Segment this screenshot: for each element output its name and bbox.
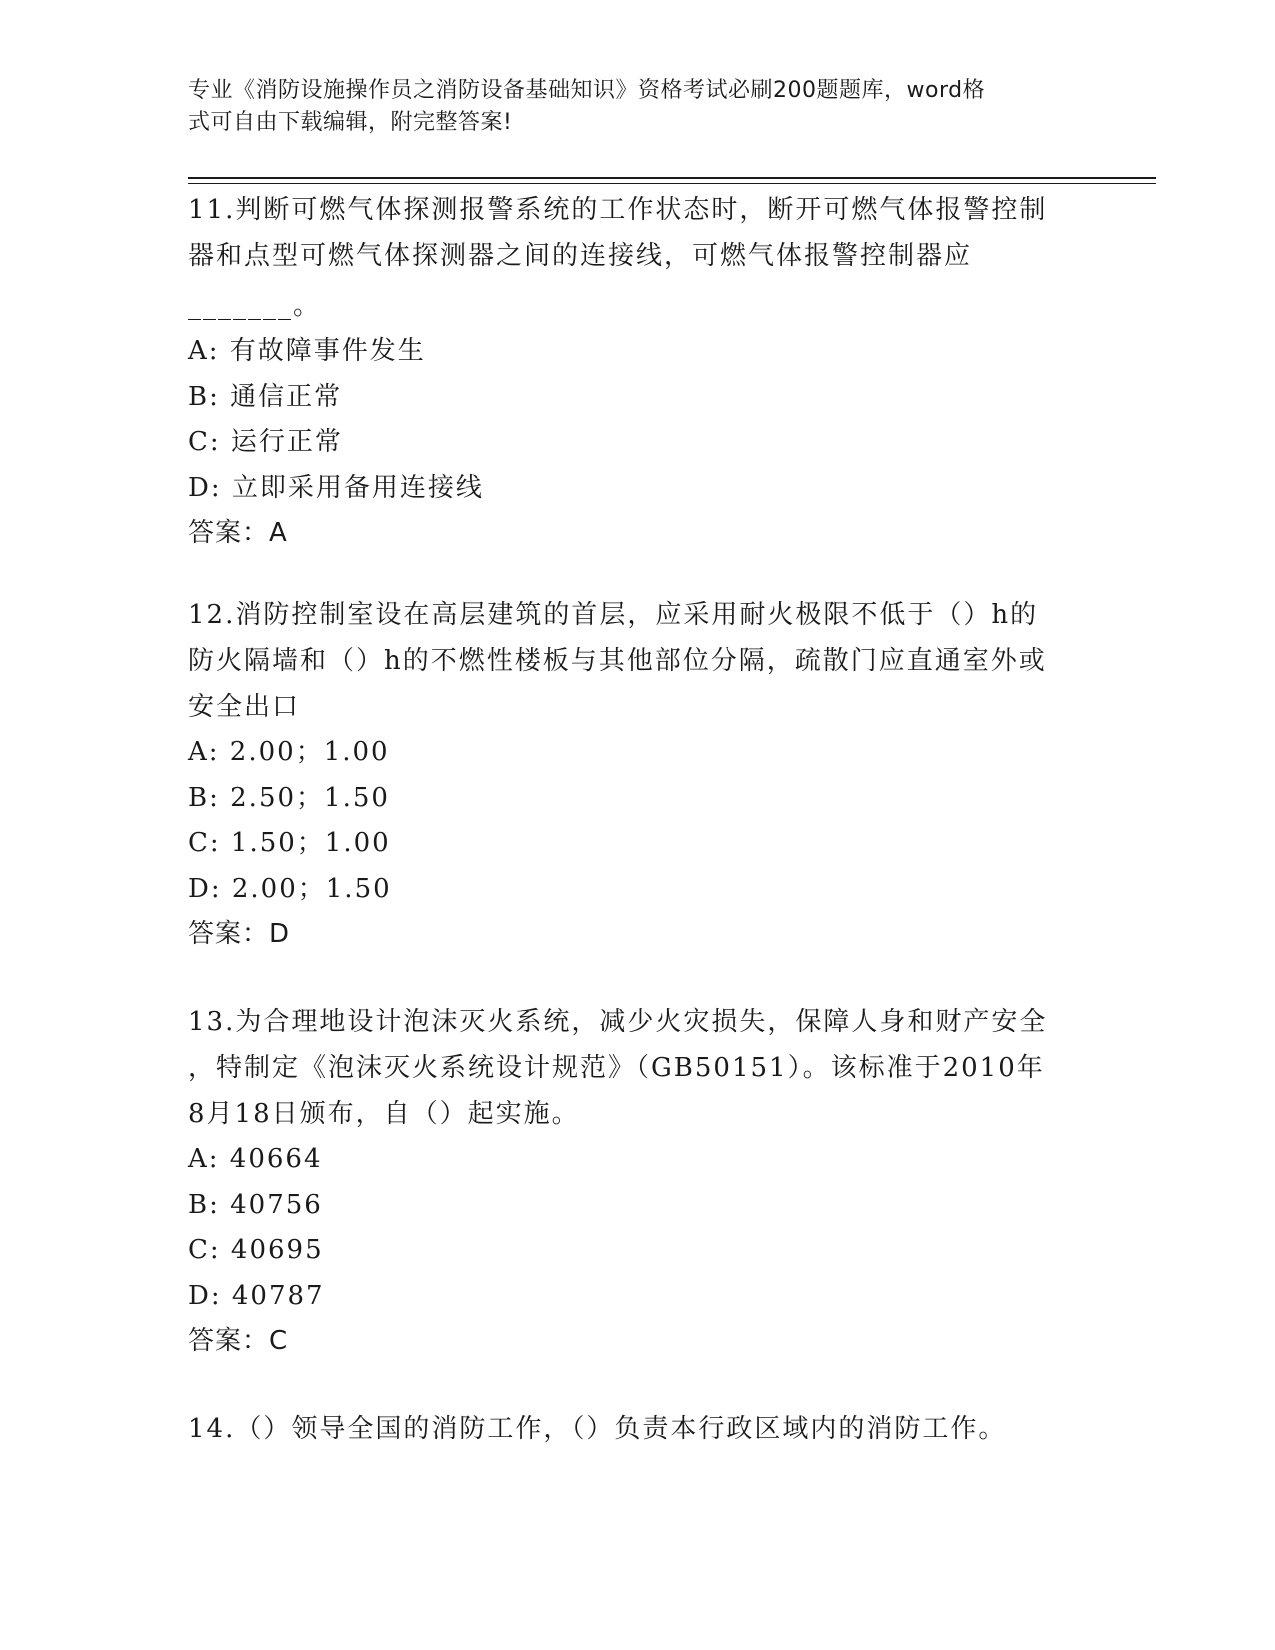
question-text-line: 器和点型可燃气体探测器之间的连接线，可燃气体报警控制器应 [188, 241, 973, 271]
option-b: B: 40756 [188, 1189, 323, 1220]
question-blank: _______。 [188, 291, 322, 321]
question-text-line: 安全出口 [188, 692, 301, 722]
question-text-line: 14.（）领导全国的消防工作，（）负责本行政区域内的消防工作。 [188, 1414, 1007, 1444]
answer: 答案：D [188, 919, 291, 949]
option-d: D: 40787 [188, 1280, 325, 1311]
header-divider-thick [188, 177, 1156, 179]
question-text-line: 11.判断可燃气体探测报警系统的工作状态时，断开可燃气体报警控制 [188, 195, 1048, 225]
option-c: C: 40695 [188, 1235, 324, 1265]
question-13 [188, 999, 1088, 1364]
option-a: A: 2.00；1.00 [188, 737, 390, 767]
option-b: B: 2.50；1.50 [188, 782, 390, 813]
header-line-2: 式可自由下载编辑，附完整答案! [188, 110, 513, 135]
option-d: D: 2.00；1.50 [188, 873, 392, 904]
option-a: A: 有故障事件发生 [188, 336, 426, 366]
question-text-line: 12.消防控制室设在高层建筑的首层，应采用耐火极限不低于（）h的 [188, 600, 1039, 630]
question-14 [188, 1406, 1088, 1452]
question-text-line: ，特制定《泡沫灭火系统设计规范》（GB50151）。该标准于2010年 [188, 1053, 1045, 1083]
question-text-line: 防火隔墙和（）h的不燃性楼板与其他部位分隔，疏散门应直通室外或 [188, 646, 1047, 676]
option-b: B: 通信正常 [188, 381, 343, 412]
option-c: C: 1.50；1.00 [188, 828, 391, 858]
option-c: C: 运行正常 [188, 427, 343, 457]
question-text-line: 13.为合理地设计泡沫灭火系统，减少火灾损失，保障人身和财产安全 [188, 1007, 1048, 1037]
document-header [188, 75, 1078, 139]
header-divider-thin [188, 183, 1156, 184]
answer: 答案：A [188, 518, 288, 548]
question-text-line: 8月18日颁布，自（）起实施。 [188, 1099, 580, 1129]
question-11 [188, 187, 1088, 556]
question-12 [188, 592, 1088, 957]
answer: 答案：C [188, 1326, 289, 1356]
option-a: A: 40664 [188, 1144, 323, 1174]
option-d: D: 立即采用备用连接线 [188, 472, 484, 503]
header-line-1: 专业《消防设施操作员之消防设备基础知识》资格考试必刷200题题库，word格 [188, 78, 986, 103]
